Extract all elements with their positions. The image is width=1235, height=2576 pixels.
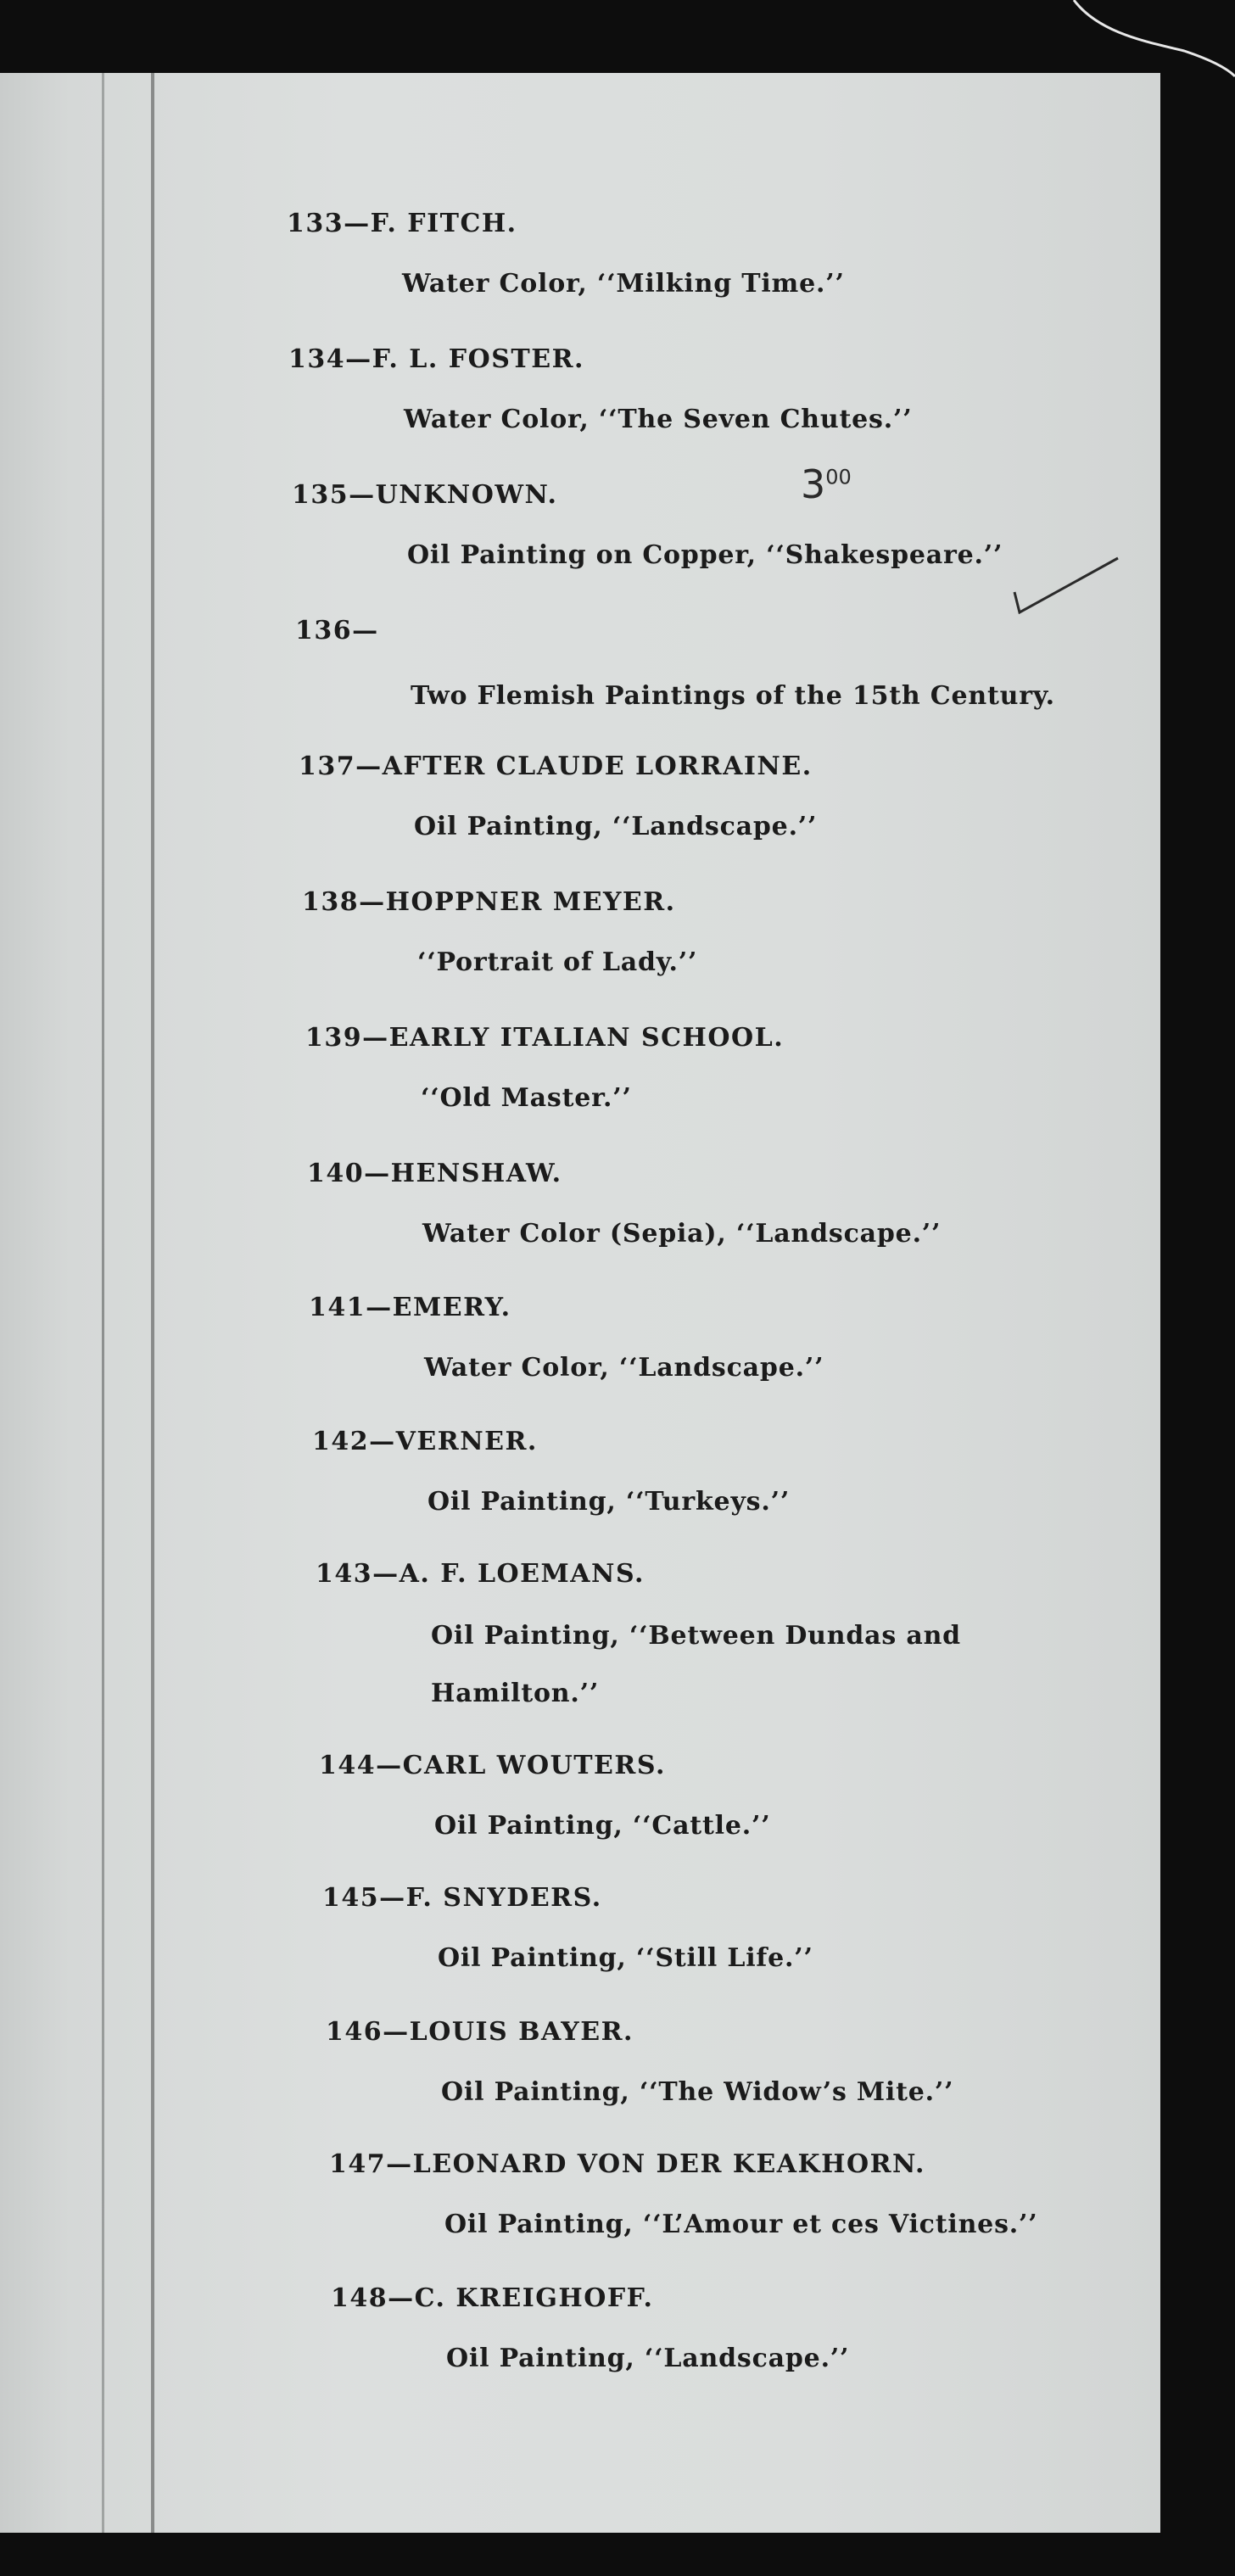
- handwritten-note: $3^{00}$: [801, 461, 852, 507]
- entry-heading: 146—LOUIS BAYER.: [326, 2017, 634, 2047]
- entry-description: Water Color, ‘‘Landscape.’’: [424, 1353, 824, 1383]
- entry-description: Oil Painting on Copper, ‘‘Shakespeare.’’: [407, 540, 1003, 570]
- entry-142: [312, 1427, 790, 1517]
- entry-148: [331, 2283, 849, 2373]
- entry-description: Water Color, ‘‘Milking Time.’’: [402, 269, 845, 299]
- entry-146: [326, 2017, 953, 2107]
- entry-138: [302, 887, 697, 977]
- scan-edge-mark: [1048, 0, 1235, 102]
- entry-description: Oil Painting, ‘‘Cattle.’’: [434, 1811, 771, 1841]
- entry-141: [309, 1293, 824, 1383]
- entry-134: [288, 344, 912, 434]
- entry-135: [292, 480, 1003, 570]
- entry-heading: 142—VERNER.: [312, 1427, 538, 1456]
- page-fold-line: [102, 73, 104, 2533]
- entry-description: Oil Painting, ‘‘Still Life.’’: [438, 1943, 813, 1973]
- entry-description: Water Color (Sepia), ‘‘Landscape.’’: [422, 1219, 942, 1249]
- entry-description: Oil Painting, ‘‘Landscape.’’: [414, 812, 818, 841]
- entry-heading: 133—F. FITCH.: [287, 209, 517, 238]
- catalogue-page: [0, 73, 1160, 2533]
- entry-heading: 134—F. L. FOSTER.: [288, 344, 584, 374]
- entry-heading: 135—UNKNOWN.: [292, 480, 558, 510]
- entry-heading: 141—EMERY.: [309, 1293, 511, 1322]
- entry-143: [316, 1559, 1076, 1723]
- entry-heading: 136—: [295, 616, 379, 645]
- entry-136: [295, 616, 1055, 711]
- entry-147: [329, 2149, 1038, 2239]
- entry-description: Oil Painting, ‘‘Between Dundas and Hamilton.’’: [431, 1621, 961, 1708]
- entry-heading: 143—A. F. LOEMANS.: [316, 1559, 645, 1589]
- entry-heading: 145—F. SNYDERS.: [322, 1883, 602, 1913]
- entry-heading: 148—C. KREIGHOFF.: [331, 2283, 654, 2313]
- entry-heading: 137—AFTER CLAUDE LORRAINE.: [299, 752, 813, 781]
- entry-145: [322, 1883, 813, 1973]
- page-crease: [151, 73, 154, 2533]
- entry-140: [307, 1159, 941, 1249]
- entry-144: [319, 1751, 770, 1841]
- entry-139: [305, 1023, 784, 1113]
- entry-description: Oil Painting, ‘‘Landscape.’’: [446, 2344, 850, 2373]
- entry-description: Water Color, ‘‘The Seven Chutes.’’: [404, 405, 913, 434]
- entry-heading: 144—CARL WOUTERS.: [319, 1751, 666, 1780]
- entry-description: Oil Painting, ‘‘Turkeys.’’: [428, 1487, 791, 1517]
- entry-description: Two Flemish Paintings of the 15th Century.: [411, 681, 1055, 711]
- entry-description: ‘‘Old Master.’’: [421, 1083, 632, 1113]
- entry-description: ‘‘Portrait of Lady.’’: [417, 947, 698, 977]
- entry-heading: 140—HENSHAW.: [307, 1159, 562, 1188]
- entry-heading: 139—EARLY ITALIAN SCHOOL.: [305, 1023, 785, 1053]
- entry-heading: 147—LEONARD VON DER KEAKHORN.: [329, 2149, 925, 2179]
- check-mark-icon: [1011, 553, 1121, 614]
- entry-137: [299, 752, 817, 841]
- entry-heading: 138—HOPPNER MEYER.: [302, 887, 676, 917]
- entry-133: [287, 209, 845, 299]
- entry-description: Oil Painting, ‘‘L’Amour et ces Victines.’’: [444, 2210, 1038, 2239]
- entry-description: Oil Painting, ‘‘The Widow’s Mite.’’: [441, 2077, 954, 2107]
